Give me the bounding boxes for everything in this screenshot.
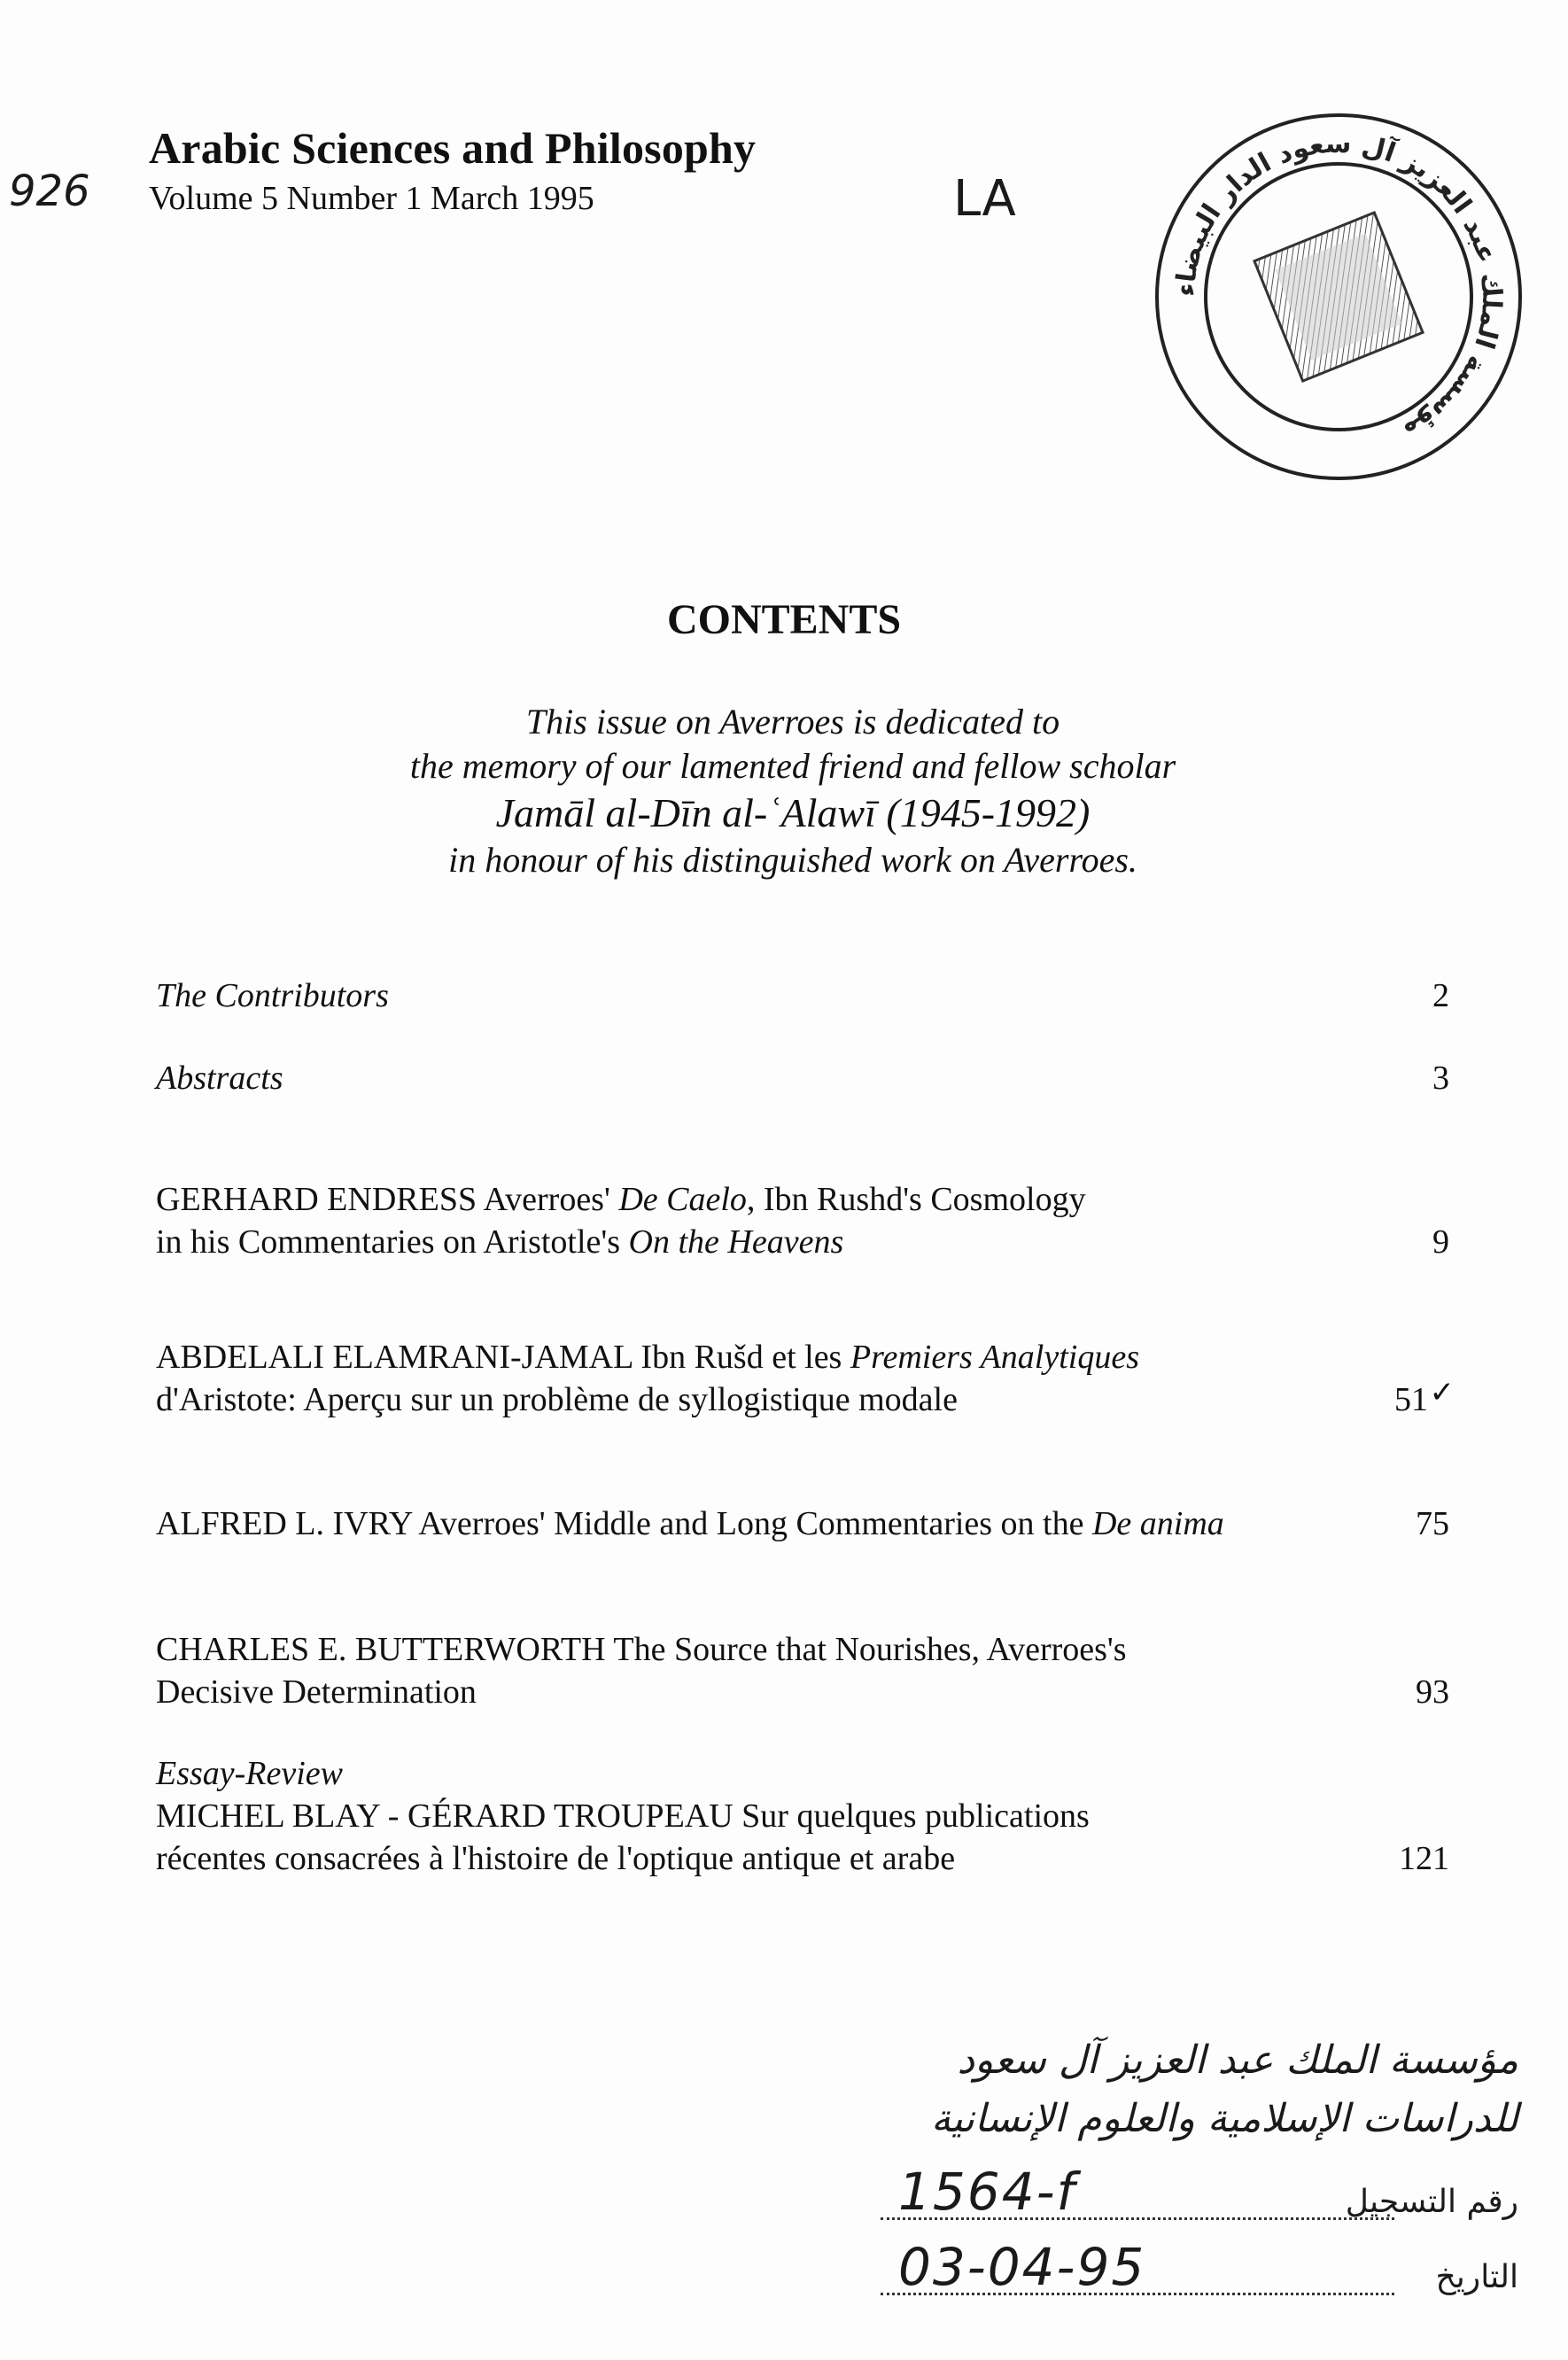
dedication-line-4: in honour of his distinguished work on Averroes. — [448, 840, 1137, 880]
toc-page-number: 75 — [1416, 1505, 1449, 1542]
registration-number-label: رقم التسجيل — [1345, 2184, 1518, 2220]
registration-stamp-line-1: مؤسسة الملك عبد العزيز آل سعود — [957, 2038, 1518, 2083]
toc-entry-endress — [156, 1178, 1449, 1263]
toc-entry-text — [156, 1628, 1370, 1713]
toc-entry-contributors — [156, 974, 1449, 1017]
dedication-line-2: the memory of our lamented friend and fellow scholar — [409, 746, 1176, 786]
toc-title-part: d'Aristote: Aperçu sur un problème de syllogistique modale — [156, 1381, 958, 1418]
journal-title: Arabic Sciences and Philosophy — [149, 123, 757, 173]
toc-title-part: Decisive Determination — [156, 1673, 477, 1711]
registration-stamp — [881, 2038, 1518, 2330]
handwritten-mark: LA — [953, 170, 1016, 228]
toc-title-italic: De Caelo — [618, 1181, 747, 1218]
toc-title-italic: Premiers Analytiques — [850, 1339, 1139, 1376]
handwritten-shelf-number: 926 — [9, 167, 90, 216]
toc-section-kind: Essay-Review — [156, 1755, 344, 1792]
journal-issue-line: Volume 5 Number 1 March 1995 — [149, 180, 594, 217]
toc-title-part: récentes consacrées à l'histoire de l'optique antique et arabe — [156, 1840, 956, 1877]
registration-date-label: التاريخ — [1435, 2259, 1518, 2295]
toc-page-number: 9 — [1432, 1223, 1449, 1261]
toc-entry-ivry — [156, 1502, 1449, 1545]
contents-heading: CONTENTS — [666, 596, 902, 643]
toc-entry-label: Abstracts — [156, 1060, 283, 1097]
toc-title-part: The Source that Nourishes, Averroes's — [613, 1631, 1127, 1668]
toc-entry-text — [156, 1502, 1370, 1545]
registration-number-row — [881, 2162, 1518, 2224]
toc-author: ABDELALI ELAMRANI-JAMAL — [156, 1339, 633, 1376]
dedication-honoree: Jamāl al-Dīn al-ʿAlawī (1945-1992) — [495, 790, 1091, 835]
toc-page-number: 51 — [1394, 1381, 1428, 1418]
toc-title-italic: On the Heavens — [628, 1223, 844, 1261]
toc-page-number: 93 — [1416, 1673, 1449, 1711]
registration-number-value: 1564-f — [898, 2162, 1076, 2222]
toc-title-part: Averroes' — [483, 1181, 610, 1218]
dedication-line-1: This issue on Averroes is dedicated to — [525, 702, 1060, 741]
toc-entry-text — [156, 1752, 1370, 1880]
toc-author: GERHARD ENDRESS — [156, 1181, 477, 1218]
toc-title-part: Ibn Rušd et les — [640, 1339, 842, 1376]
registration-date-value: 03-04-95 — [898, 2237, 1146, 2297]
toc-entry-elamrani-jamal — [156, 1336, 1455, 1421]
toc-page-number: 121 — [1399, 1840, 1449, 1877]
toc-page-number: 3 — [1432, 1060, 1449, 1097]
toc-entry-abstracts — [156, 1057, 1449, 1099]
toc-author: MICHEL BLAY - GÉRARD TROUPEAU — [156, 1797, 734, 1835]
registration-stamp-line-2: للدراسات الإسلامية والعلوم الإنسانية — [930, 2096, 1518, 2141]
dedication — [0, 700, 1568, 882]
toc-entry-butterworth — [156, 1628, 1449, 1713]
toc-author: ALFRED L. IVRY — [156, 1505, 412, 1542]
handwritten-tick-icon: ✓ — [1429, 1375, 1455, 1410]
toc-entry-blay-troupeau — [156, 1752, 1449, 1880]
toc-entry-label: The Contributors — [156, 977, 389, 1014]
toc-entry-text — [156, 1336, 1370, 1421]
registration-date-row — [881, 2237, 1518, 2299]
toc-title-part: in his Commentaries on Aristotle's — [156, 1223, 621, 1261]
toc-title-italic: De anima — [1091, 1505, 1224, 1542]
library-seal-stamp — [1141, 99, 1536, 494]
toc-title-part: Averroes' Middle and Long Commentaries on the — [418, 1505, 1084, 1542]
toc-author: CHARLES E. BUTTERWORTH — [156, 1631, 606, 1668]
seal-text: مؤسسة الملك عبد العزيز آل سعود الدار البيضاء — [1169, 128, 1508, 448]
toc-entry-text — [156, 1178, 1370, 1263]
toc-title-part: Sur quelques publications — [741, 1797, 1090, 1835]
toc-page-number: 2 — [1432, 977, 1449, 1014]
toc-title-part: , Ibn Rushd's Cosmology — [746, 1181, 1086, 1218]
